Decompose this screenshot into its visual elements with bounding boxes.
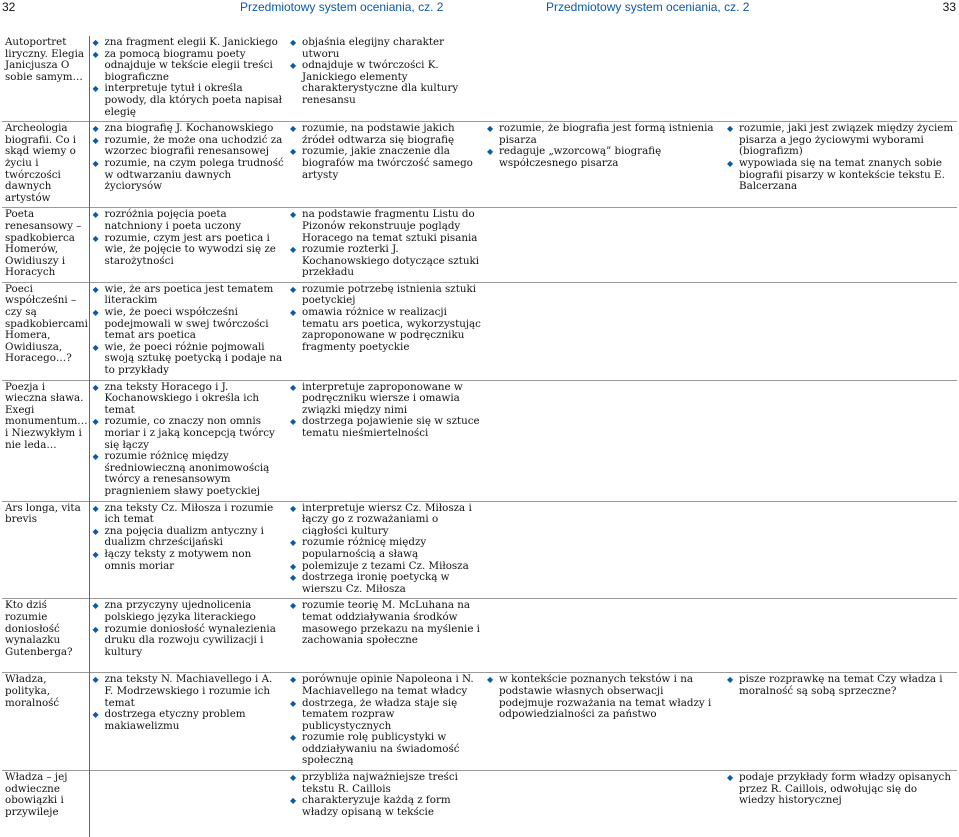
topic-cell: Poeci współcześni – czy są spadkobiercami Homera, Owidiusza, Horacego…? <box>2 282 89 380</box>
list-item: ◆ zna biografię J. Kochanowskiego <box>93 123 285 135</box>
list-item: ◆ dostrzega etyczny problem makiawelizmu <box>93 709 285 732</box>
table-row <box>2 36 957 122</box>
list-item: ◆ rozumie, co znaczy non omnis moriar i z jaką koncepcją twórcy się łączy <box>93 416 285 451</box>
table-row <box>2 380 957 501</box>
topic-cell: Władza, polityka, moralność <box>2 673 89 771</box>
running-title-left: Przedmiotowy system oceniania, cz. 2 <box>240 0 444 14</box>
requirements-list <box>727 772 954 807</box>
list-item: ◆ rozumie różnicę między popularnością a sławą <box>290 537 481 560</box>
list-item: ◆ dostrzega ironię poetycką w wierszu Cz. Miłosza <box>290 572 481 595</box>
topic-cell: Kto dziś rozumie doniosłość wynalazku Gutenberga? <box>2 599 89 673</box>
requirements-list <box>93 284 285 377</box>
list-item: ◆ rozumie, jakie znaczenie dla biografów ma twórczość samego artysty <box>290 146 481 181</box>
list-item: ◆ rozumie rozterki J. Kochanowskiego dotyczące sztuki przekładu <box>290 244 481 279</box>
table-row <box>2 673 957 771</box>
requirements-cell-4 <box>724 282 957 380</box>
list-item: ◆ dostrzega, że władza staje się tematem rozpraw publicystycznych <box>290 698 481 733</box>
list-item: ◆ polemizuje z tezami Cz. Miłosza <box>290 561 481 573</box>
list-item: ◆ łączy teksty z motywem non omnis moriar <box>93 549 285 572</box>
requirements-list <box>290 209 481 279</box>
topic-cell: Archeologia biografii. Co i skąd wiemy o życiu i twórczości dawnych artystów <box>2 122 89 208</box>
requirements-cell-3 <box>484 771 724 837</box>
grading-table <box>2 36 957 837</box>
list-item: ◆ wie, że poeci współcześni podejmowali w swej twórczości temat ars poetica <box>93 307 285 342</box>
requirements-cell-1 <box>89 380 287 501</box>
requirements-cell-2 <box>287 771 484 837</box>
table-row <box>2 282 957 380</box>
requirements-list <box>93 209 285 267</box>
list-item: ◆ podaje przykłady form władzy opisanych przez R. Caillois, odwołując się do wiedzy historycznej <box>727 772 954 807</box>
requirements-cell-4 <box>724 208 957 283</box>
list-item: ◆ na podstawie fragmentu Listu do Pizonów rekonstruuje poglądy Horacego na temat sztuki pisania <box>290 209 481 244</box>
list-item: ◆ interpretuje tytuł i określa powody, dla których poeta napisał elegię <box>93 83 285 118</box>
list-item: ◆ rozumie różnicę między średniowieczną anonimowością twórcy a renesansowym pragnieniem sławy poetyckiej <box>93 451 285 497</box>
list-item: ◆ dostrzega pojawienie się w sztuce tematu nieśmiertelności <box>290 416 481 439</box>
requirements-cell-3 <box>484 501 724 599</box>
requirements-list <box>290 284 481 354</box>
requirements-list <box>727 674 954 697</box>
list-item: ◆ wypowiada się na temat znanych sobie biografii pisarzy w kontekście tekstu E. Balcerzana <box>727 158 954 193</box>
requirements-cell-3 <box>484 380 724 501</box>
requirements-cell-2 <box>287 380 484 501</box>
list-item: ◆ zna przyczyny ujednolicenia polskiego języka literackiego <box>93 600 285 623</box>
requirements-cell-1 <box>89 771 287 837</box>
requirements-list <box>487 674 721 720</box>
page-number-right: 33 <box>942 0 956 14</box>
list-item: ◆ zna teksty N. Machiavellego i A. F. Modrzewskiego i rozumie ich temat <box>93 674 285 709</box>
list-item: ◆ zna fragment elegii K. Janickiego <box>93 37 285 49</box>
requirements-cell-2 <box>287 122 484 208</box>
requirements-cell-1 <box>89 122 287 208</box>
requirements-list <box>93 600 285 658</box>
requirements-list <box>290 674 481 767</box>
requirements-cell-1 <box>89 673 287 771</box>
running-title-right: Przedmiotowy system oceniania, cz. 2 <box>546 0 750 14</box>
list-item: ◆ rozumie, że biografia jest formą istnienia pisarza <box>487 123 721 146</box>
list-item: ◆ wie, że ars poetica jest tematem literackim <box>93 284 285 307</box>
list-item: ◆ rozróżnia pojęcia poeta natchniony i poeta uczony <box>93 209 285 232</box>
list-item: ◆ rozumie, że może ona uchodzić za wzorzec biografii renesansowej <box>93 135 285 158</box>
requirements-cell-1 <box>89 501 287 599</box>
requirements-cell-3 <box>484 599 724 673</box>
requirements-list <box>487 123 721 169</box>
requirements-list <box>290 382 481 440</box>
page-number-left: 32 <box>2 0 16 14</box>
table-row <box>2 122 957 208</box>
list-item: ◆ rozumie potrzebę istnienia sztuki poetyckiej <box>290 284 481 307</box>
list-item: ◆ wie, że poeci różnie pojmowali swoją sztukę poetycką i podaje na to przykłady <box>93 342 285 377</box>
topic-cell: Autoportret liryczny. Elegia Janicjusza O sobie samym… <box>2 36 89 122</box>
table-row <box>2 208 957 283</box>
table-row <box>2 771 957 837</box>
list-item: ◆ rozumie rolę publicystyki w oddziaływaniu na świadomość społeczną <box>290 732 481 767</box>
requirements-cell-2 <box>287 673 484 771</box>
requirements-list <box>93 674 285 732</box>
requirements-list <box>93 382 285 498</box>
requirements-cell-3 <box>484 36 724 122</box>
requirements-list <box>93 123 285 193</box>
requirements-cell-4 <box>724 122 957 208</box>
requirements-cell-3 <box>484 208 724 283</box>
list-item: ◆ rozumie, na czym polega trudność w odtwarzaniu dawnych życiorysów <box>93 158 285 193</box>
requirements-cell-1 <box>89 599 287 673</box>
requirements-list <box>290 600 481 646</box>
requirements-cell-4 <box>724 771 957 837</box>
requirements-cell-4 <box>724 36 957 122</box>
list-item: ◆ porównuje opinie Napoleona i N. Machiavellego na temat władcy <box>290 674 481 697</box>
requirements-list <box>93 503 285 573</box>
page-header <box>0 0 959 14</box>
table-row <box>2 599 957 673</box>
requirements-cell-4 <box>724 380 957 501</box>
requirements-cell-3 <box>484 122 724 208</box>
table-row <box>2 501 957 599</box>
requirements-cell-3 <box>484 673 724 771</box>
requirements-list <box>93 37 285 118</box>
requirements-list <box>290 123 481 181</box>
requirements-cell-2 <box>287 501 484 599</box>
topic-cell: Ars longa, vita brevis <box>2 501 89 599</box>
list-item: ◆ omawia różnice w realizacji tematu ars poetica, wykorzystując zaproponowane w podręczniku fragmenty poetyckie <box>290 307 481 353</box>
requirements-cell-2 <box>287 282 484 380</box>
requirements-list <box>290 37 481 107</box>
list-item: ◆ odnajduje w twórczości K. Janickiego elementy charakterystyczne dla kultury renesansu <box>290 60 481 106</box>
list-item: ◆ zna pojęcia dualizm antyczny i dualizm chrześcijański <box>93 526 285 549</box>
list-item: ◆ objaśnia elegijny charakter utworu <box>290 37 481 60</box>
requirements-list <box>290 772 481 818</box>
requirements-cell-4 <box>724 599 957 673</box>
list-item: ◆ pisze rozprawkę na temat Czy władza i moralność są sobą sprzeczne? <box>727 674 954 697</box>
list-item: ◆ rozumie, jaki jest związek między życiem pisarza a jego życiowymi wyborami (biografizm) <box>727 123 954 158</box>
requirements-list <box>727 123 954 193</box>
requirements-cell-1 <box>89 36 287 122</box>
requirements-cell-1 <box>89 208 287 283</box>
list-item: ◆ rozumie teorię M. McLuhana na temat oddziaływania środków masowego przekazu na myślenie i zachowania społeczne <box>290 600 481 646</box>
requirements-cell-2 <box>287 36 484 122</box>
topic-cell: Władza – jej odwieczne obowiązki i przywileje <box>2 771 89 837</box>
topic-cell: Poezja i wieczna sława. Exegi monumentum… i Niezwykłym i nie leda… <box>2 380 89 501</box>
list-item: ◆ charakteryzuje każdą z form władzy opisaną w tekście <box>290 795 481 818</box>
list-item: ◆ rozumie, na podstawie jakich źródeł odtwarza się biografię <box>290 123 481 146</box>
list-item: ◆ interpretuje wiersz Cz. Miłosza i łączy go z rozważaniami o ciągłości kultury <box>290 503 481 538</box>
topic-cell: Poeta renesansowy – spadkobierca Homerów, Owidiuszy i Horacych <box>2 208 89 283</box>
list-item: ◆ zna teksty Cz. Miłosza i rozumie ich temat <box>93 503 285 526</box>
list-item: ◆ przybliża najważniejsze treści tekstu R. Caillois <box>290 772 481 795</box>
list-item: ◆ interpretuje zaproponowane w podręczniku wiersze i omawia związki między nimi <box>290 382 481 417</box>
requirements-cell-2 <box>287 208 484 283</box>
requirements-list <box>290 503 481 596</box>
requirements-cell-3 <box>484 282 724 380</box>
list-item: ◆ rozumie doniosłość wynalezienia druku dla rozwoju cywilizacji i kultury <box>93 624 285 659</box>
requirements-cell-1 <box>89 282 287 380</box>
list-item: ◆ redaguje „wzorcową” biografię współczesnego pisarza <box>487 146 721 169</box>
requirements-cell-4 <box>724 501 957 599</box>
list-item: ◆ zna teksty Horacego i J. Kochanowskiego i określa ich temat <box>93 382 285 417</box>
requirements-cell-4 <box>724 673 957 771</box>
list-item: ◆ w kontekście poznanych tekstów i na podstawie własnych obserwacji podejmuje rozważania na temat władzy i odpowiedzialności za państwo <box>487 674 721 720</box>
list-item: ◆ za pomocą biogramu poety odnajduje w tekście elegii treści biograficzne <box>93 49 285 84</box>
list-item: ◆ rozumie, czym jest ars poetica i wie, że pojęcie to wywodzi się ze starożytności <box>93 233 285 268</box>
requirements-cell-2 <box>287 599 484 673</box>
